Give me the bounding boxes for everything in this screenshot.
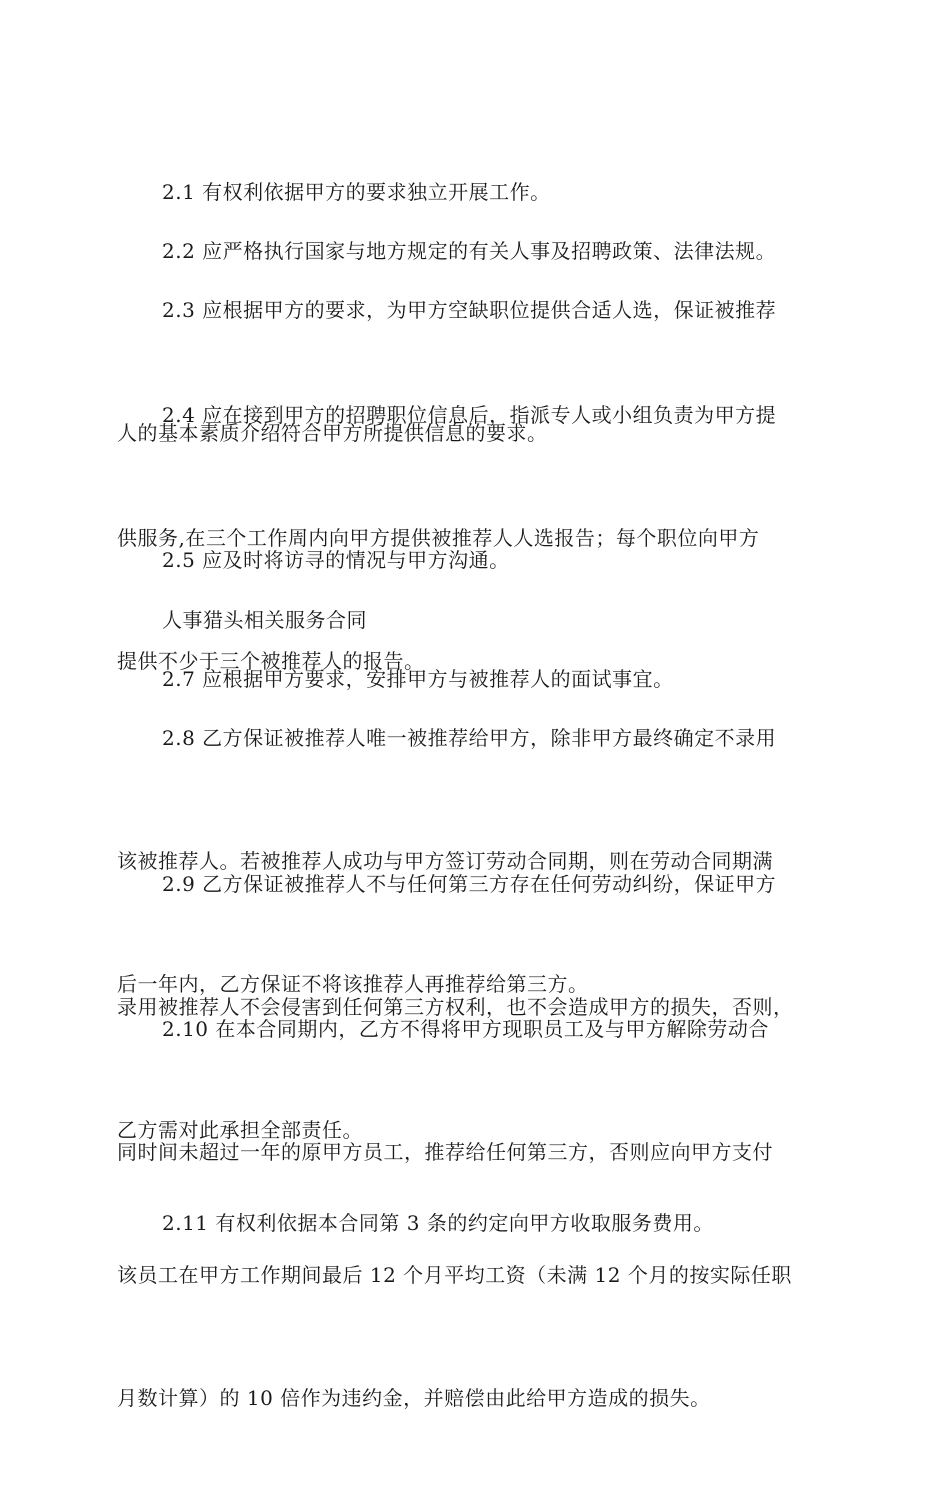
text-line: 录用被推荐人不会侵害到任何第三方权利，也不会造成甲方的损失，否则， — [117, 995, 794, 1019]
text-line: 2.4 应在接到甲方的招聘职位信息后，指派专人或小组负责为甲方提 — [162, 403, 777, 427]
text-line: 乙方需对此承担全部责任。 — [117, 1118, 363, 1142]
text-line: 月数计算）的 10 倍作为违约金，并赔偿由此给甲方造成的损失。 — [117, 1386, 711, 1410]
text-line: 2.11 有权利依据本合同第 3 条的约定向甲方收取服务费用。 — [162, 1211, 714, 1235]
text-line: 2.1 有权利依据甲方的要求独立开展工作。 — [162, 180, 551, 204]
text-line: 该员工在甲方工作期间最后 12 个月平均工资（未满 12 个月的按实际任职 — [117, 1263, 792, 1287]
text-line: 后一年内，乙方保证不将该推荐人再推荐给第三方。 — [117, 972, 589, 996]
text-line: 2.8 乙方保证被推荐人唯一被推荐给甲方，除非甲方最终确定不录用 — [162, 726, 777, 750]
clause-2-11 — [117, 1121, 837, 1326]
text-line: 2.2 应严格执行国家与地方规定的有关人事及招聘政策、法律法规。 — [162, 239, 777, 263]
text-line: 提供不少于三个被推荐人的报告。 — [117, 649, 425, 673]
text-line: 该被推荐人。若被推荐人成功与甲方签订劳动合同期，则在劳动合同期满 — [117, 849, 773, 873]
text-line: 2.7 应根据甲方要求，安排甲方与被推荐人的面试事宜。 — [162, 667, 674, 691]
text-line: 2.3 应根据甲方的要求，为甲方空缺职位提供合适人选，保证被推荐 — [162, 298, 777, 322]
text-line: 人的基本素质介绍符合甲方所提供信息的要求。 — [117, 421, 548, 445]
text-line: 2.9 乙方保证被推荐人不与任何第三方存在任何劳动纠纷，保证甲方 — [162, 872, 777, 896]
text-line: 2.10 在本合同期内，乙方不得将甲方现职员工及与甲方解除劳动合 — [162, 1017, 769, 1041]
text-line: 人事猎头相关服务合同 — [162, 608, 367, 632]
text-line: 同时间未超过一年的原甲方员工，推荐给任何第三方，否则应向甲方支付 — [117, 1140, 773, 1164]
text-line: 2.5 应及时将访寻的情况与甲方沟通。 — [162, 548, 510, 572]
text-line: 供服务,在三个工作周内向甲方提供被推荐人人选报告；每个职位向甲方 — [117, 526, 760, 550]
